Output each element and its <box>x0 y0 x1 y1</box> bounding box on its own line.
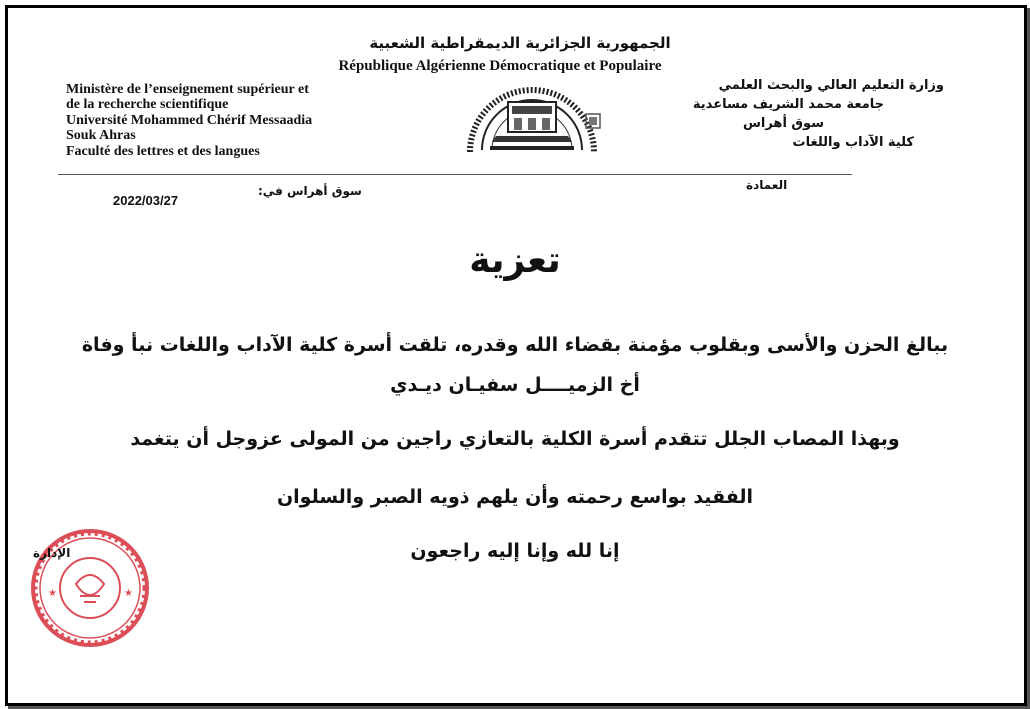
arabic-institution-block <box>624 76 944 152</box>
french-university-line: Université Mohammed Chérif Messaadia <box>66 112 313 128</box>
letter-line-4: الفقيد بواسع رحمته وأن يلهم ذويه الصبر والسلوان <box>276 486 754 508</box>
french-ministry-line-1: Ministère de l’enseignement supérieur et <box>66 82 309 97</box>
french-republic-title: République Algérienne Démocratique et Populaire <box>338 58 662 74</box>
svg-text:★: ★ <box>124 588 133 599</box>
french-institution-block <box>66 82 312 159</box>
place-label: سوق أهراس في: <box>258 184 362 198</box>
letter-line-3: وبهذا المصاب الجلل تتقدم أسرة الكلية بالتعازي راجين من المولى عزوجل أن يتغمد <box>130 428 900 450</box>
official-stamp-icon <box>28 526 152 650</box>
french-ministry-line-2: de la recherche scientifique <box>66 97 229 113</box>
arabic-faculty-line: كلية الآداب واللغات <box>792 135 914 150</box>
arabic-ministry-line: وزارة التعليم العالي والبحث العلمي <box>718 78 944 93</box>
letter-line-2: أخ الزميــــل سفيـان ديـدي <box>390 374 640 396</box>
deanship-label: العمادة <box>746 178 788 192</box>
svg-text:★: ★ <box>48 588 57 599</box>
arabic-city-line: سوق أهراس <box>742 116 824 131</box>
letter-line-5: إنا لله وإنا إليه راجعون <box>410 540 620 562</box>
french-faculty-line: Faculté des lettres et des langues <box>66 143 260 159</box>
university-logo-icon <box>452 80 612 166</box>
administration-label: الإدارة <box>33 546 71 560</box>
letter-date: 2022/03/27 <box>113 193 179 208</box>
arabic-university-line: جامعة محمد الشريف مساعدية <box>692 97 884 112</box>
french-city-line: Souk Ahras <box>66 128 136 144</box>
letter-title: تعزية <box>469 240 561 281</box>
header-divider <box>58 174 852 175</box>
arabic-republic-title: الجمهورية الجزائرية الديمقراطية الشعبية <box>369 34 671 52</box>
letter-line-1: ببالغ الحزن والأسى وبقلوب مؤمنة بقضاء الله وقدره، تلقت أسرة كلية الآداب واللغات نبأ وفاة <box>81 334 949 356</box>
